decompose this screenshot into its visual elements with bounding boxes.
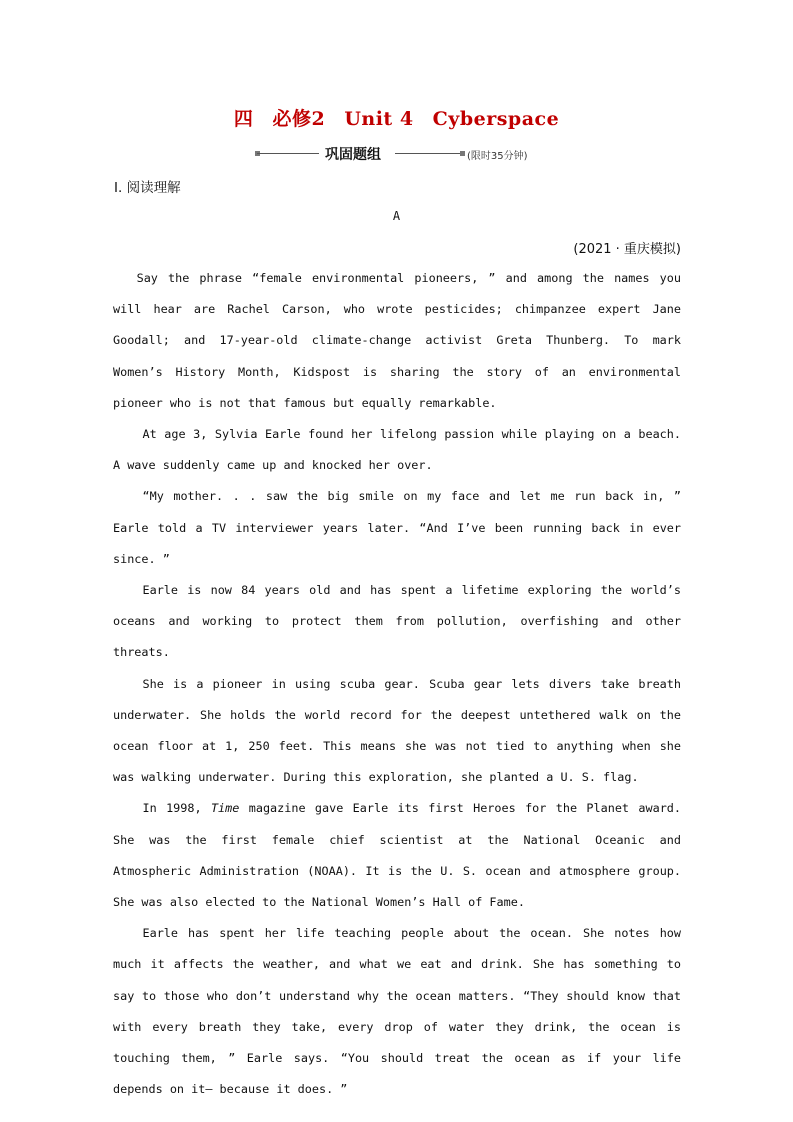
divider-dot-right: [460, 151, 465, 156]
passage-label: A: [392, 209, 401, 223]
paragraph: At age 3, Sylvia Earle found her lifelong passion while playing on a beach. A wave suddenly came up and knocked her over.: [113, 427, 681, 473]
paragraph: [113, 793, 681, 918]
passage-source: (2021 · 重庆模拟): [573, 242, 681, 257]
paragraph-text: magazine gave Earle its first Heroes for the Planet award. She was the first female chief scientist at the National Oceanic and Atmospheric Administration (NOAA). It is the U. S. ocean and atmosphere group. She was also elected to the National Women’s Hall of Fame.: [113, 801, 682, 910]
page-title: [0, 104, 793, 131]
paragraph: She is a pioneer in using scuba gear. Scuba gear lets divers take breath underwater. She holds the world record for the deepest untethered walk on the ocean floor at 1, 250 feet. This means she was not tied to anything when she was walking underwater. During this exploration, she planted a U. S. flag.: [113, 676, 681, 785]
paragraph: “My mother. . . saw the big smile on my face and let me run back in, ” Earle told a TV interviewer years later. “And I’ve been running back in ever since. ”: [113, 489, 681, 566]
paragraph: Earle is now 84 years old and has spent a lifetime exploring the world’s oceans and working to protect them from pollution, overfishing and other threats.: [113, 583, 681, 660]
exercise-group-label: 巩固题组: [325, 147, 381, 163]
divider-line-left: [257, 153, 319, 154]
divider-line-right: [395, 153, 461, 154]
section-title: Ⅰ. 阅读理解: [114, 180, 181, 196]
time-limit: (限时35分钟): [467, 151, 528, 162]
book-name: 必修2: [272, 108, 326, 130]
paragraph: Earle has spent her life teaching people about the ocean. She notes how much it affects the weather, and what we eat and drink. She has something to say to those who don’t understand why the ocean matters. “They should know that with every breath they take, every drop of water they drink, the ocean is touching them, ” Earle says. “You should treat the ocean as if your life depends on it— because it does. ”: [113, 926, 681, 1097]
unit-topic: Cyberspace: [432, 108, 560, 130]
paragraph-text: In 1998,: [142, 801, 211, 816]
unit-name: Unit 4: [344, 108, 414, 130]
magazine-title: Time: [210, 801, 240, 816]
exercise-group-header: [255, 144, 555, 164]
chapter-number: 四: [233, 108, 254, 130]
passage-body: [113, 263, 681, 1105]
paragraph: Say the phrase “female environmental pioneers, ” and among the names you will hear are Rachel Carson, who wrote pesticides; chimpanzee expert Jane Goodall; and 17-year-old climate-change activist Greta Thunberg. To mark Women’s History Month, Kidspost is sharing the story of an environmental pioneer who is not that famous but equally remarkable.: [113, 271, 681, 410]
